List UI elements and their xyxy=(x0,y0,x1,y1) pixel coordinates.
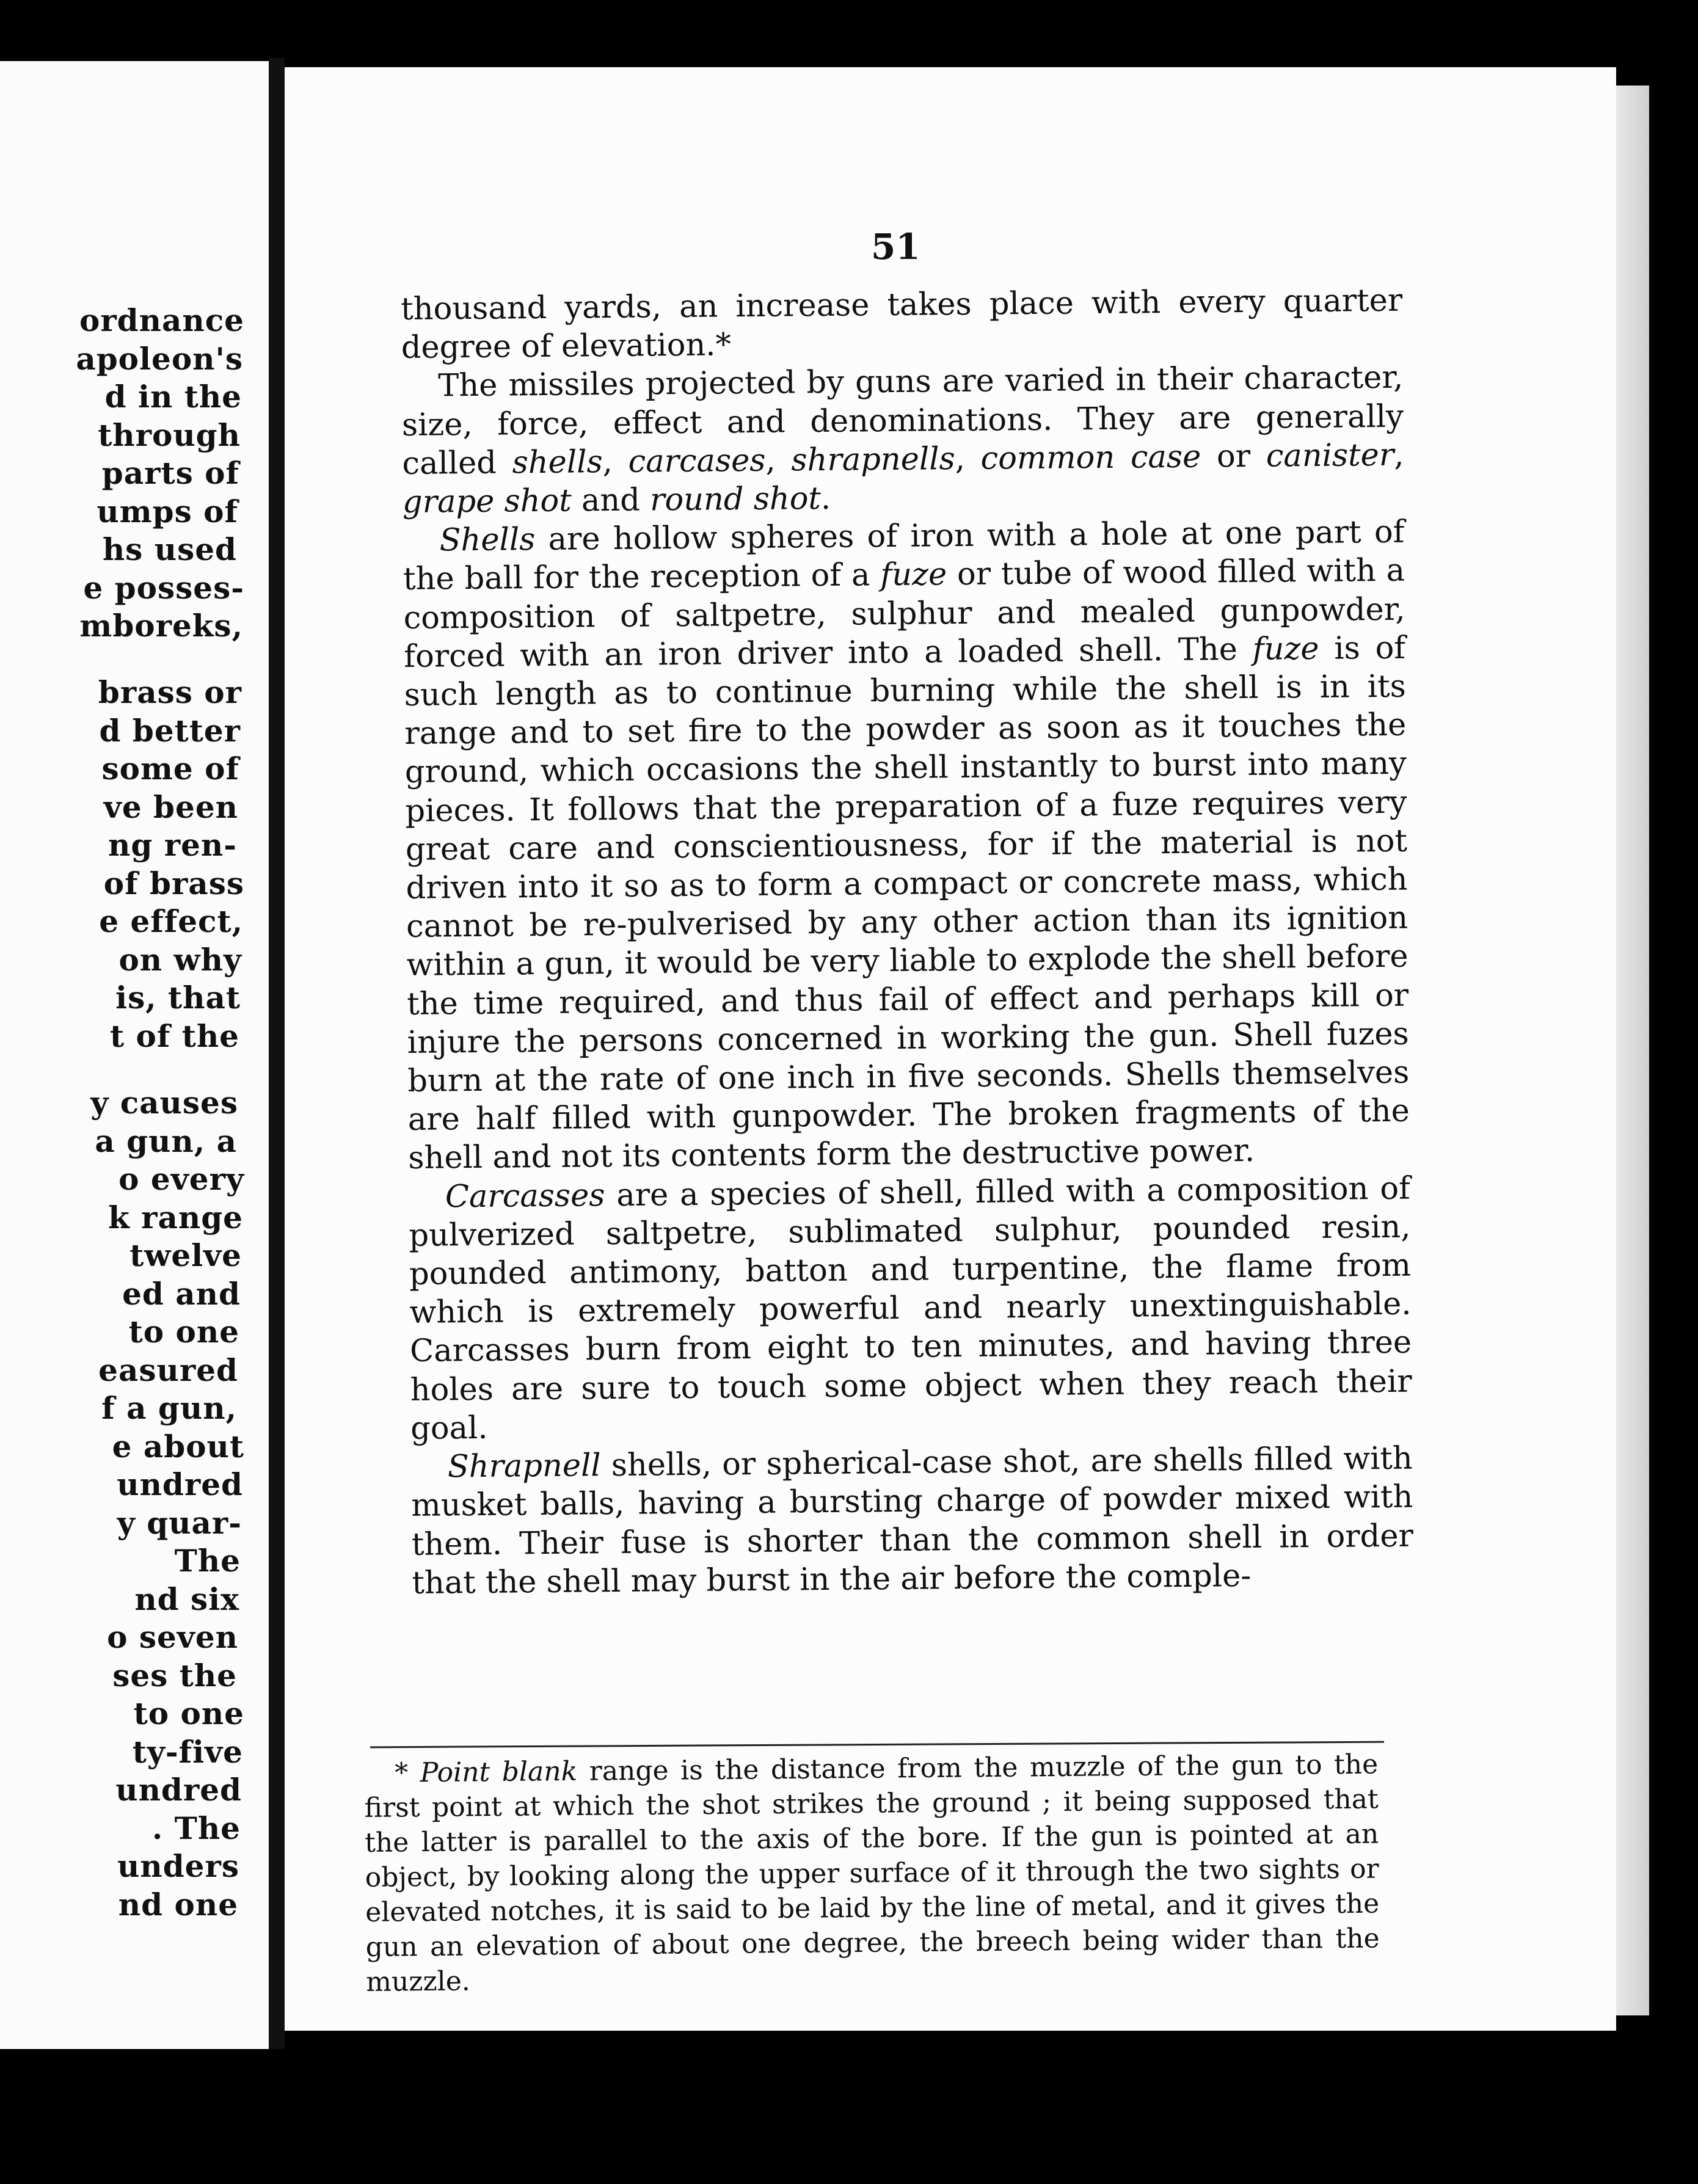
left-page-fragment: f a gun, xyxy=(101,1390,237,1427)
paragraph-text: or tube of wood filled with a composition of saltpetre, sulphur and mealed gunpowder, forced with an iron driver into a loaded shell. The xyxy=(403,553,1405,675)
left-page-fragment: a gun, a xyxy=(95,1123,237,1159)
left-page-fragment: k range xyxy=(108,1199,243,1236)
left-page-fragment: d in the xyxy=(104,379,242,415)
left-page-fragment: ng ren- xyxy=(108,827,237,864)
italic-term: shrapnells xyxy=(791,440,955,479)
paragraph-text: , xyxy=(1393,437,1404,473)
left-page-fragment: e posses- xyxy=(83,569,244,606)
italic-term: common case xyxy=(980,439,1201,477)
left-page-fragment: undred xyxy=(115,1772,242,1808)
left-page-fragment: easured xyxy=(98,1352,238,1388)
left-page-fragment: through xyxy=(98,417,241,453)
italic-term: Shrapnell xyxy=(447,1447,601,1485)
left-page-fragment: ses the xyxy=(112,1657,237,1694)
paragraph-text: The missiles projected by guns are varied in their character, size, force, effect and denominations. They are generally called xyxy=(401,360,1404,482)
left-page-fragment: apoleon's xyxy=(76,340,243,377)
left-page-fragment: o seven xyxy=(107,1619,238,1656)
paragraph-continuation xyxy=(401,282,1403,368)
paragraph-text: . xyxy=(820,480,831,517)
footnote-body: range is the distance from the muzzle of the gun to the first point at which the shot strikes the ground ; it being supposed that the latter is parallel to the axis of the bore. If the gun is pointed at an object, by looking along the upper surface of it through the two sights or elevated notches, it is said to be laid by the line of metal, and it gives the gun an elevation of about one degree, the breech being wider than the muzzle. xyxy=(364,1749,1380,1998)
paragraph-text: , xyxy=(955,440,981,477)
left-page-fragment: y causes xyxy=(90,1085,238,1121)
paragraph-text: are a species of shell, filled with a composition of pulverized saltpetre, sublimated sulphur, pounded resin, pounded antimony, batton and turpentine, the flame from which is extremely powerful and nearly unextinguishable. Carcasses burn from eight to ten minutes, and having three holes are sure to touch some object when they reach their goal. xyxy=(409,1170,1412,1447)
left-page-fragment: undred xyxy=(117,1466,243,1503)
left-page-fragment: is, that xyxy=(115,980,241,1016)
page-number: 51 xyxy=(871,226,920,268)
left-page-fragment: nd six xyxy=(134,1581,239,1617)
italic-term: round shot xyxy=(649,481,822,519)
left-page-fragment: ve been xyxy=(103,788,238,825)
body-text xyxy=(401,282,1414,1603)
left-page-fragment: ordnance xyxy=(79,302,244,338)
left-page-fragment: brass or xyxy=(98,674,242,711)
paragraph-carcasses xyxy=(409,1169,1413,1448)
footnote-text xyxy=(364,1747,1380,2000)
left-page-fragment: ty-five xyxy=(132,1733,243,1770)
scan-border xyxy=(0,2049,1698,2184)
left-page-fragment: on why xyxy=(118,941,242,978)
page-edge xyxy=(1616,86,1649,2015)
italic-term: carcases xyxy=(628,442,766,480)
paragraph-text: shells, or spherical-case shot, are shells filled with musket balls, having a bursting charge of powder mixed with them. Their fuse is shorter than the common shell in order that the shell may burst in the air before the comple- xyxy=(411,1440,1414,1601)
footnote-marker: * xyxy=(395,1757,421,1789)
italic-term: fuze xyxy=(1252,630,1319,668)
left-page-fragment: to one xyxy=(128,1314,239,1350)
paragraph-text: thousand yards, an increase takes place with every quarter degree of elevation.* xyxy=(401,282,1403,366)
left-page-fragment: to one xyxy=(133,1695,244,1732)
left-page-fragment: mboreks, xyxy=(79,608,243,644)
left-page xyxy=(0,61,269,2049)
left-page-fragment: some of xyxy=(101,751,239,787)
left-page-fragment: hs used xyxy=(102,531,237,567)
left-page-fragment: o every xyxy=(118,1161,244,1198)
paragraph-text: are hollow spheres of iron with a hole at one part of the ball for the reception of a xyxy=(403,514,1405,598)
paragraph-shrapnell xyxy=(411,1440,1414,1603)
left-page-fragment: unders xyxy=(117,1848,239,1885)
footnote xyxy=(364,1747,1380,2000)
italic-term: Shells xyxy=(439,522,536,559)
right-page xyxy=(285,67,1616,2031)
left-page-fragment: of brass xyxy=(103,865,244,901)
left-page-fragment: t of the xyxy=(109,1017,239,1054)
paragraph-text: and xyxy=(571,482,650,519)
left-page-fragment: nd one xyxy=(118,1886,238,1923)
left-page-fragment: umps of xyxy=(97,493,238,530)
left-page-fragment: ed and xyxy=(122,1275,241,1312)
paragraph-missiles xyxy=(401,359,1404,522)
left-page-fragment: twelve xyxy=(129,1237,242,1274)
paragraph-shells xyxy=(403,513,1410,1178)
italic-term: Point blank xyxy=(420,1755,578,1789)
paragraph-text: or xyxy=(1200,438,1267,475)
italic-term: canister xyxy=(1266,437,1394,475)
footnote-rule xyxy=(370,1741,1384,1749)
left-page-fragment: e about xyxy=(112,1428,244,1465)
left-page-fragment: e effect, xyxy=(99,903,243,940)
paragraph-text: , xyxy=(602,443,629,480)
italic-term: grape shot xyxy=(402,482,572,521)
left-page-fragment: y quar- xyxy=(117,1504,242,1541)
italic-term: fuze xyxy=(880,556,947,594)
paragraph-text: is of such length as to continue burning while the shell is in its range and to set fire to the powder as soon as it touches the ground, which occasions the shell instantly to burst into many pieces. It follows that the preparation of a fuze requires very great care and conscientiousness, for if the material is not driven into it so as to form a compact or concrete mass, which cannot be re-pulverised by any other action than its ignition within a gun, it would be very liable to explode the shell before the time required, and thus fail of effect and perhaps kill or injure the persons concerned in working the gun. Shell fuzes burn at the rate of one inch in five seconds. Shells themselves are half filled with gunpowder. The broken fragments of the shell and not its contents form the destructive power. xyxy=(404,630,1410,1177)
book-gutter xyxy=(269,58,285,2049)
left-page-fragment: The xyxy=(174,1543,241,1579)
paragraph-text: , xyxy=(765,442,792,479)
italic-term: Carcasses xyxy=(445,1177,605,1215)
left-page-fragment: parts of xyxy=(101,455,239,491)
left-page-fragment: d better xyxy=(99,712,241,749)
italic-term: shells xyxy=(512,443,603,481)
left-page-fragment: . The xyxy=(151,1810,241,1846)
